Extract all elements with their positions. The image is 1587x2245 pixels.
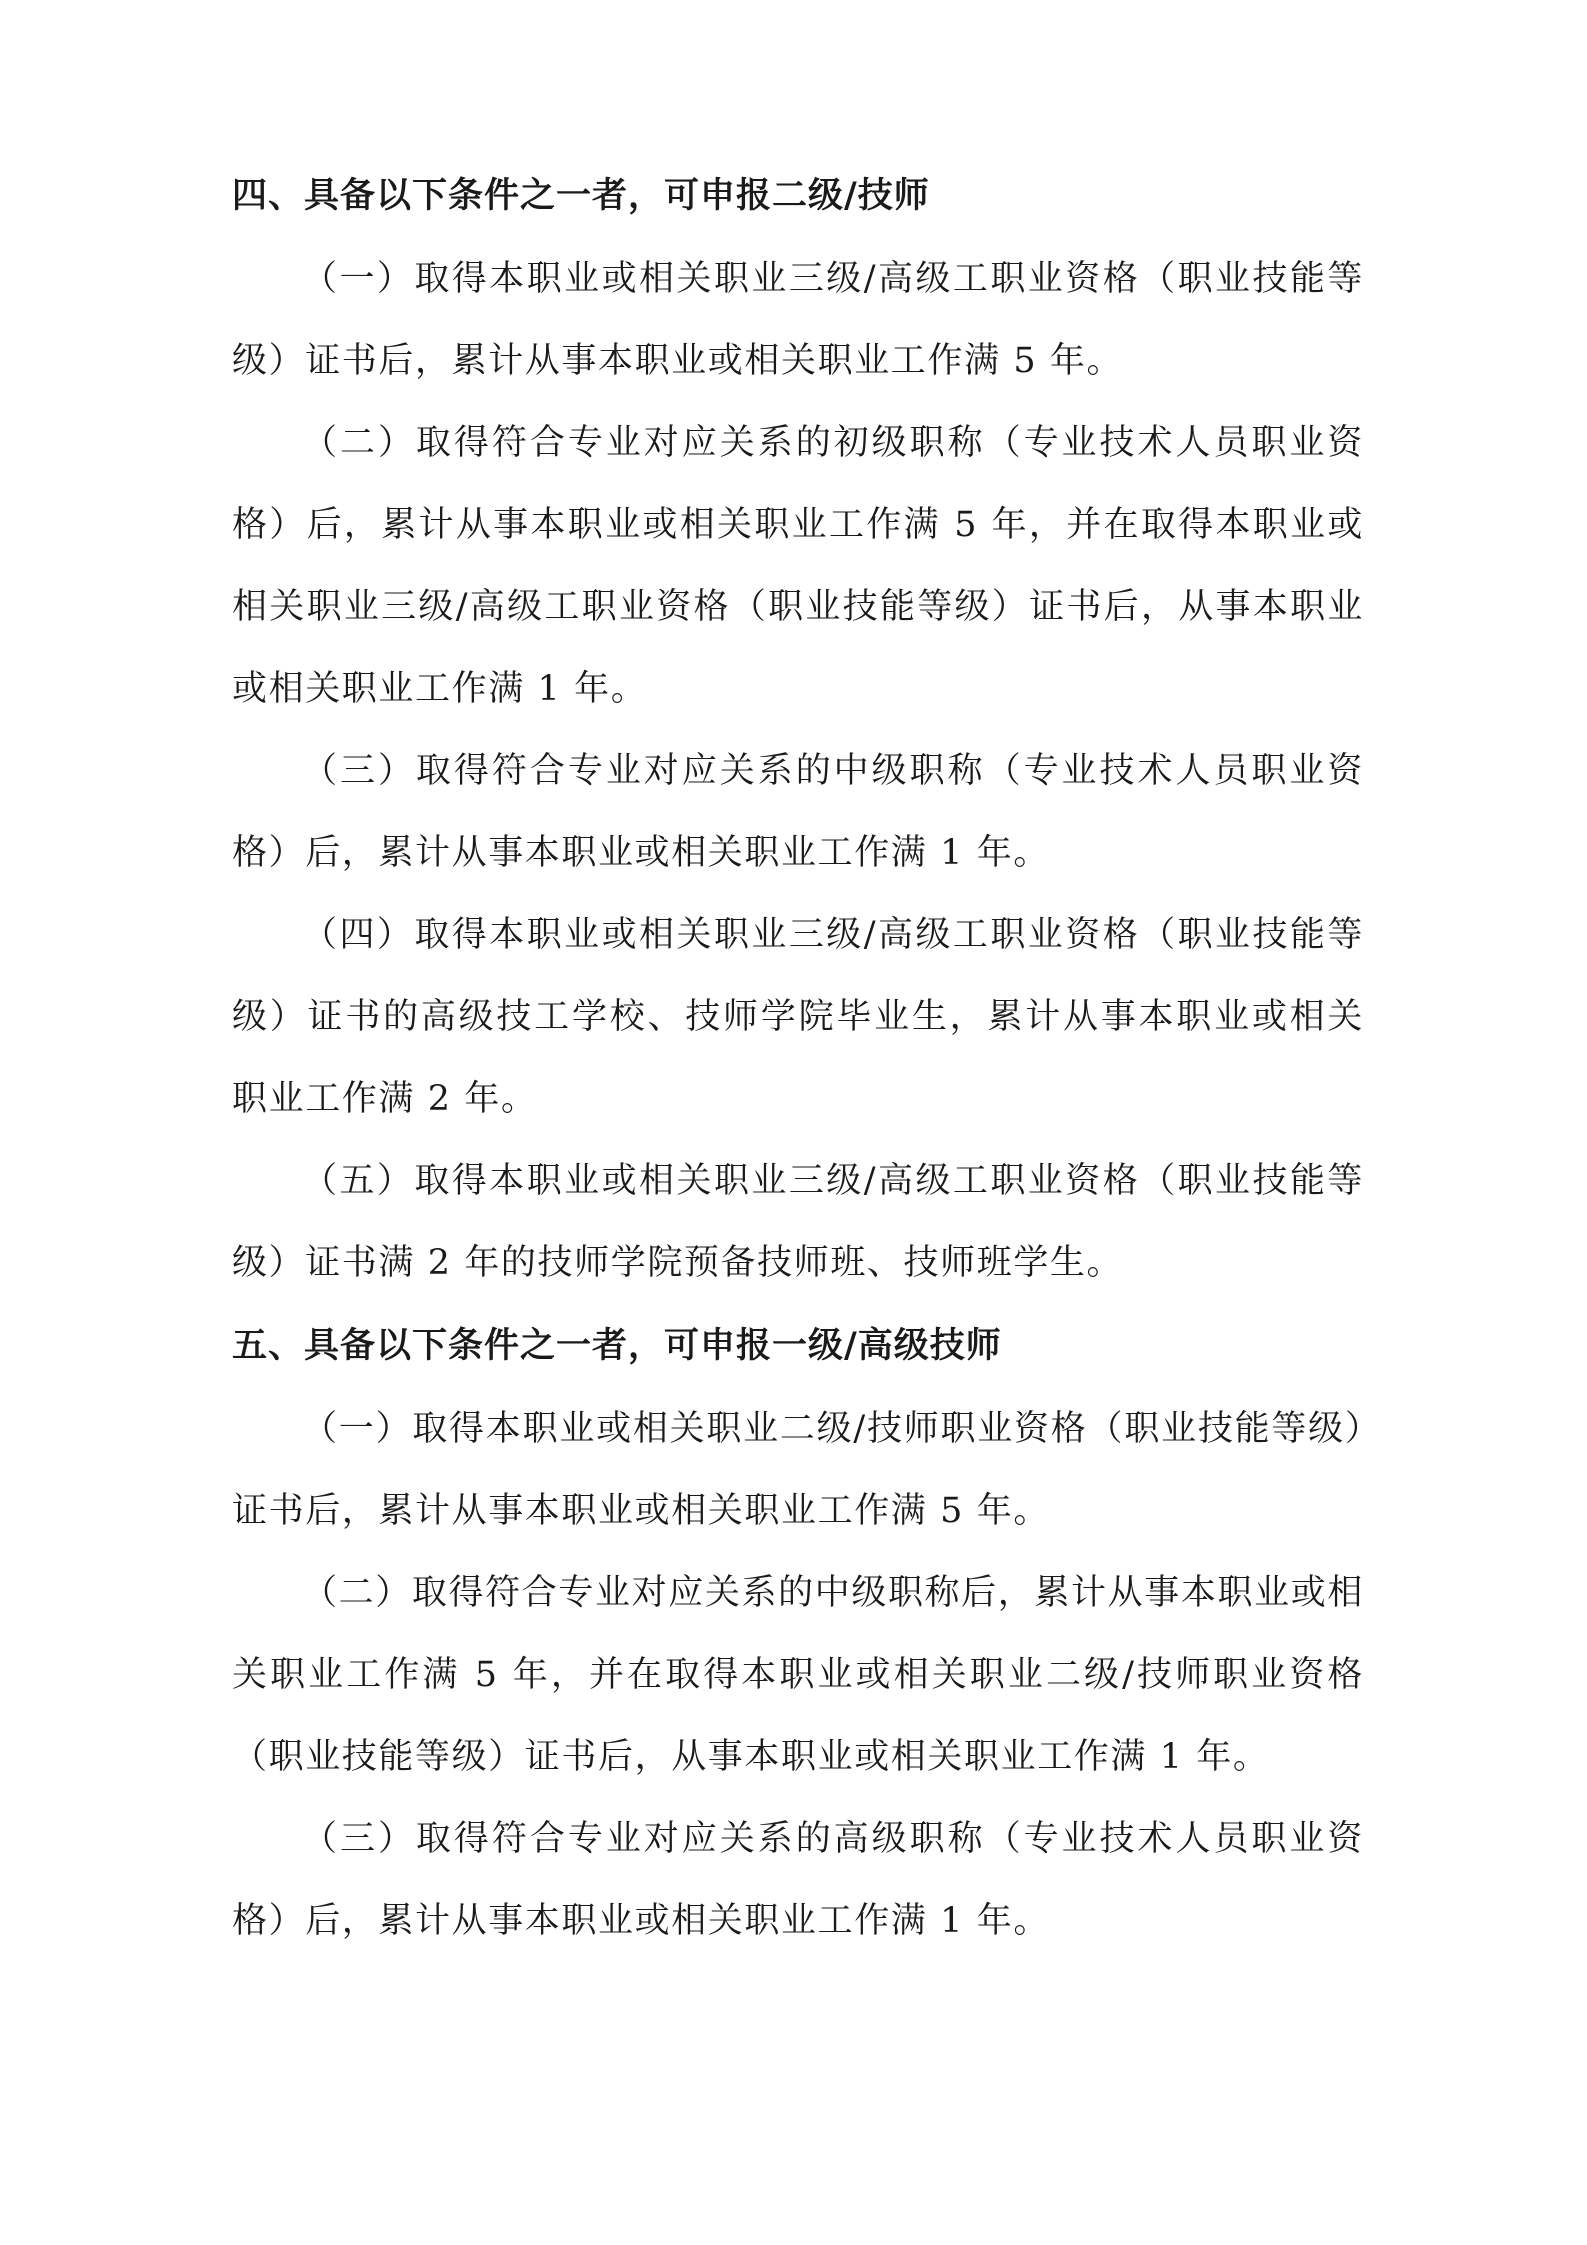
condition-item: （二）取得符合专业对应关系的中级职称后，累计从事本职业或相关职业工作满 5 年，并在取得本职业或相关职业二级/技师职业资格（职业技能等级）证书后，从事本职业或相关职业工作满 1 年。 xyxy=(232,1573,1364,1777)
condition-item: （二）取得符合专业对应关系的初级职称（专业技术人员职业资格）后，累计从事本职业或相关职业工作满 5 年，并在取得本职业或相关职业三级/高级工职业资格（职业技能等级）证书后，从事本职业或相关职业工作满 1 年。 xyxy=(232,423,1364,709)
condition-item: （一）取得本职业或相关职业三级/高级工职业资格（职业技能等级）证书后，累计从事本职业或相关职业工作满 5 年。 xyxy=(232,259,1364,381)
condition-item: （三）取得符合专业对应关系的中级职称（专业技术人员职业资格）后，累计从事本职业或相关职业工作满 1 年。 xyxy=(232,751,1364,873)
condition-item: （一）取得本职业或相关职业二级/技师职业资格（职业技能等级）证书后，累计从事本职业或相关职业工作满 5 年。 xyxy=(232,1409,1364,1531)
condition-item: （三）取得符合专业对应关系的高级职称（专业技术人员职业资格）后，累计从事本职业或相关职业工作满 1 年。 xyxy=(232,1819,1364,1941)
section-level-2-technician xyxy=(232,160,1364,1304)
section-heading: 五、具备以下条件之一者，可申报一级/高级技师 xyxy=(232,1326,1002,1366)
condition-item: （四）取得本职业或相关职业三级/高级工职业资格（职业技能等级）证书的高级技工学校、技师学院毕业生，累计从事本职业或相关职业工作满 2 年。 xyxy=(232,915,1364,1119)
condition-item: （五）取得本职业或相关职业三级/高级工职业资格（职业技能等级）证书满 2 年的技师学院预备技师班、技师班学生。 xyxy=(232,1161,1364,1283)
section-heading: 四、具备以下条件之一者，可申报二级/技师 xyxy=(232,176,930,216)
document-body xyxy=(232,160,1364,1962)
section-level-1-senior-technician xyxy=(232,1310,1364,1962)
